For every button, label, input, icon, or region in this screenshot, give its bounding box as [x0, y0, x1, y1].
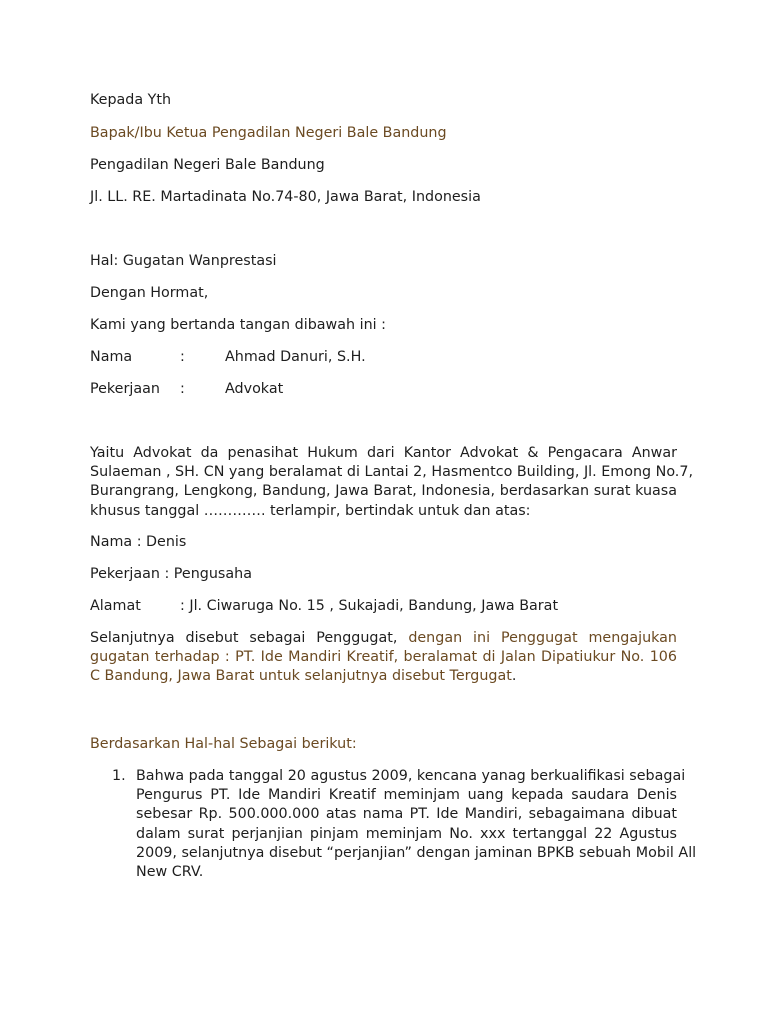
- list-item-line: dalam surat perjanjian pinjam meminjam No. xxx tertanggal 22 Agustus: [136, 825, 677, 842]
- paragraph-line: khusus tanggal …………. terlampir, bertindak untuk dan atas:: [90, 502, 531, 519]
- court-address: Jl. LL. RE. Martadinata No.74-80, Jawa Barat, Indonesia: [90, 189, 481, 205]
- signer-name-label: Nama: [90, 349, 133, 365]
- list-item-line: Bahwa pada tanggal 20 agustus 2009, kencana yanag berkualifikasi sebagai: [136, 768, 686, 784]
- addressee: Bapak/Ibu Ketua Pengadilan Negeri Bale Bandung: [90, 125, 447, 141]
- court-name: Pengadilan Negeri Bale Bandung: [90, 157, 325, 173]
- paragraph-line: [90, 667, 677, 686]
- signer-job-label: Pekerjaan: [90, 381, 160, 397]
- paragraph-line: Sulaeman , SH. CN yang beralamat di Lantai 2, Hasmentco Building, Jl. Emong No.7,: [90, 464, 693, 481]
- paragraph-advocate: [90, 444, 693, 521]
- paragraph-plaintiff: [90, 629, 677, 687]
- list-item-line: sebesar Rp. 500.000.000 atas nama PT. Ide Mandiri, sebagaimana dibuat: [136, 806, 677, 823]
- signer-name-row: [90, 348, 366, 367]
- list-item-line: 2009, selanjutnya disebut “perjanjian” dengan jaminan BPKB sebuah Mobil All: [136, 844, 697, 861]
- paragraph-line: [90, 629, 677, 648]
- client-name: Nama : Denis: [90, 534, 187, 550]
- paragraph-text-accent: dengan ini Penggugat mengajukan: [408, 630, 677, 646]
- client-address-label: Alamat: [90, 598, 141, 614]
- signer-job-sep: :: [180, 381, 185, 397]
- paragraph-text: Selanjutnya disebut sebagai Penggugat,: [90, 630, 409, 646]
- signer-job-row: [90, 380, 283, 399]
- signer-job-value: Advokat: [225, 381, 284, 397]
- signer-name-sep: :: [180, 349, 185, 365]
- paragraph-text-accent: C Bandung, Jawa Barat untuk selanjutnya disebut Tergugat: [90, 668, 512, 685]
- salutation: Dengan Hormat,: [90, 285, 209, 301]
- intro: Kami yang bertanda tangan dibawah ini :: [90, 317, 386, 333]
- client-job: Pekerjaan : Pengusaha: [90, 566, 252, 582]
- paragraph-line: gugatan terhadap : PT. Ide Mandiri Kreatif, beralamat di Jalan Dipatiukur No. 106: [90, 649, 677, 666]
- subject: Hal: Gugatan Wanprestasi: [90, 253, 277, 269]
- paragraph-text: .: [511, 668, 517, 685]
- list-item: [136, 767, 697, 882]
- paragraph-line: Burangrang, Lengkong, Bandung, Jawa Barat, Indonesia, berdasarkan surat kuasa: [90, 483, 677, 500]
- client-address-value: : Jl. Ciwaruga No. 15 , Sukajadi, Bandung, Jawa Barat: [180, 598, 559, 614]
- list-item-number: 1.: [112, 768, 126, 784]
- list-item-line: Pengurus PT. Ide Mandiri Kreatif meminjam uang kepada saudara Denis: [136, 787, 677, 804]
- client-address-row: [90, 597, 558, 616]
- greeting: Kepada Yth: [90, 92, 172, 108]
- basis-heading: Berdasarkan Hal-hal Sebagai berikut:: [90, 736, 357, 752]
- signer-name-value: Ahmad Danuri, S.H.: [225, 349, 366, 365]
- paragraph-line: Yaitu Advokat da penasihat Hukum dari Kantor Advokat & Pengacara Anwar: [90, 445, 677, 461]
- list-item-line: New CRV.: [136, 864, 204, 881]
